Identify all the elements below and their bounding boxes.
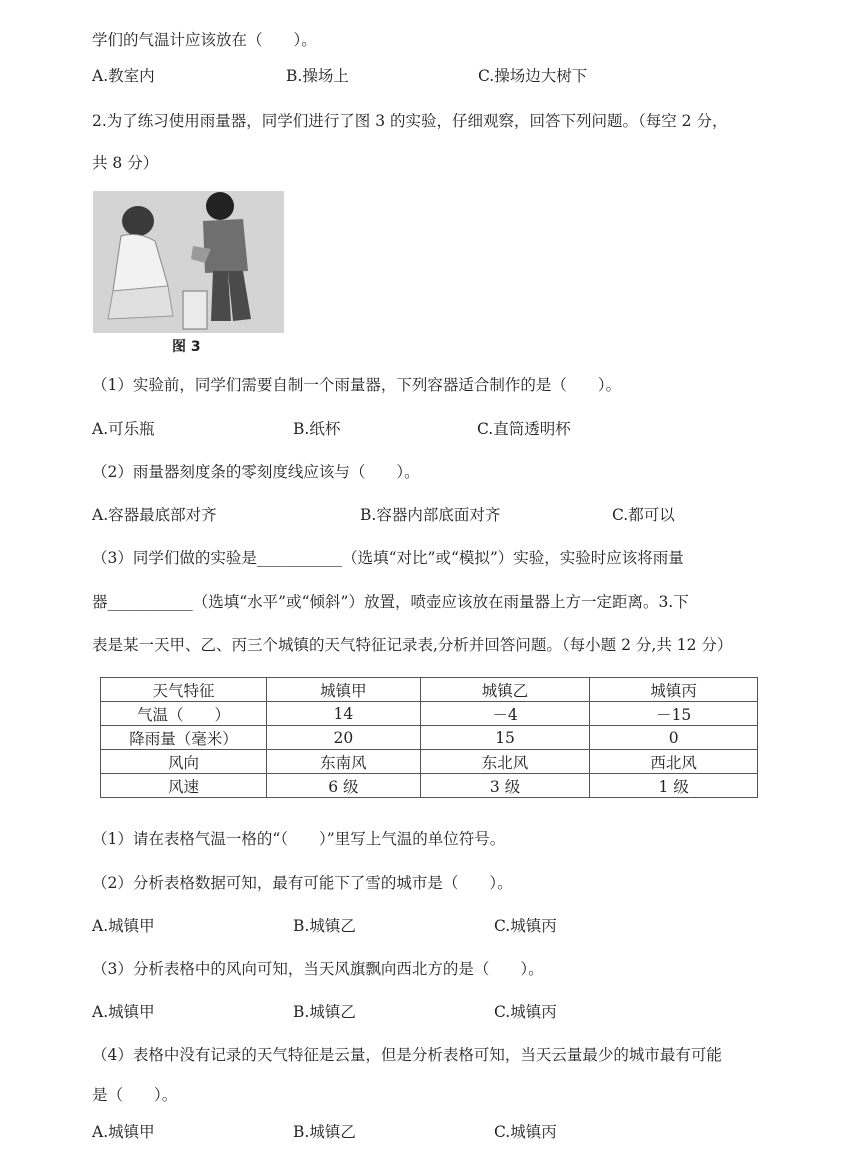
question-2-2: （2）雨量器刻度条的零刻度线应该与（ ）。	[92, 463, 420, 481]
table-header-cell: 城镇甲	[267, 678, 421, 702]
table-cell: 15	[420, 726, 590, 750]
table-cell: －4	[420, 702, 590, 726]
option-b: B.容器内部底面对齐	[360, 506, 501, 524]
option-c: C.城镇丙	[494, 1003, 557, 1021]
table-cell: －15	[590, 702, 758, 726]
table-header-cell: 城镇乙	[420, 678, 590, 702]
table-cell: 风向	[101, 750, 267, 774]
option-a: A.城镇甲	[92, 1003, 155, 1021]
weather-table	[100, 677, 758, 798]
experiment-illustration	[93, 191, 284, 333]
table-cell: 6 级	[267, 774, 421, 798]
question-3-4-line2: 是（ ）。	[92, 1086, 178, 1104]
figure-caption: 图 3	[172, 339, 201, 355]
option-b: B.纸杯	[293, 420, 341, 438]
table-cell: 3 级	[420, 774, 590, 798]
option-a: A.可乐瓶	[92, 420, 155, 438]
question-3-2: （2）分析表格数据可知，最有可能下了雪的城市是（ ）。	[92, 874, 513, 892]
option-a: A.城镇甲	[92, 1123, 155, 1141]
question-2-score: 共 8 分）	[92, 154, 159, 172]
table-cell: 东南风	[267, 750, 421, 774]
table-cell: 0	[590, 726, 758, 750]
table-cell: 风速	[101, 774, 267, 798]
option-a: A.容器最底部对齐	[92, 506, 217, 524]
option-c: C.都可以	[612, 506, 675, 524]
option-c: C.城镇丙	[494, 917, 557, 935]
table-cell: 降雨量（毫米）	[101, 726, 267, 750]
table-row	[101, 750, 758, 774]
option-c: C.直筒透明杯	[477, 420, 571, 438]
option-c: C.操场边大树下	[478, 67, 588, 85]
table-cell: 气温（ ）	[101, 702, 267, 726]
question-1-stem-tail: 学们的气温计应该放在（ ）。	[92, 31, 317, 49]
question-3-intro: 表是某一天甲、乙、丙三个城镇的天气特征记录表,分析并回答问题。（每小题 2 分,共 12 分）	[92, 636, 733, 654]
question-2-1: （1）实验前，同学们需要自制一个雨量器，下列容器适合制作的是（ ）。	[92, 376, 622, 394]
option-b: B.城镇乙	[293, 917, 356, 935]
table-cell: 1 级	[590, 774, 758, 798]
question-2-3-line2: 器___________（选填“水平”或“倾斜”）放置，喷壶应该放在雨量器上方一定距离。3.下	[92, 593, 689, 611]
table-row	[101, 726, 758, 750]
table-row	[101, 702, 758, 726]
question-2-stem: 2.为了练习使用雨量器，同学们进行了图 3 的实验，仔细观察，回答下列问题。（每空 2 分，	[92, 112, 728, 130]
option-c: C.城镇丙	[494, 1123, 557, 1141]
table-header-row	[101, 678, 758, 702]
table-cell: 西北风	[590, 750, 758, 774]
table-row	[101, 774, 758, 798]
option-b: B.城镇乙	[293, 1123, 356, 1141]
option-b: B.操场上	[286, 67, 349, 85]
question-3-1: （1）请在表格气温一格的“（ ）”里写上气温的单位符号。	[92, 830, 506, 848]
table-cell: 20	[267, 726, 421, 750]
question-3-4-line1: （4）表格中没有记录的天气特征是云量，但是分析表格可知，当天云量最少的城市最有可能	[92, 1046, 722, 1064]
question-2-3-line1: （3）同学们做的实验是___________（选填“对比”或“模拟”）实验，实验时应该将雨量	[92, 549, 684, 567]
option-b: B.城镇乙	[293, 1003, 356, 1021]
table-header-cell: 城镇丙	[590, 678, 758, 702]
table-cell: 14	[267, 702, 421, 726]
table-cell: 东北风	[420, 750, 590, 774]
experiment-photo	[93, 191, 284, 333]
table-header-cell: 天气特征	[101, 678, 267, 702]
option-a: A.教室内	[92, 67, 155, 85]
question-3-3: （3）分析表格中的风向可知，当天风旗飘向西北方的是（ ）。	[92, 960, 544, 978]
option-a: A.城镇甲	[92, 917, 155, 935]
